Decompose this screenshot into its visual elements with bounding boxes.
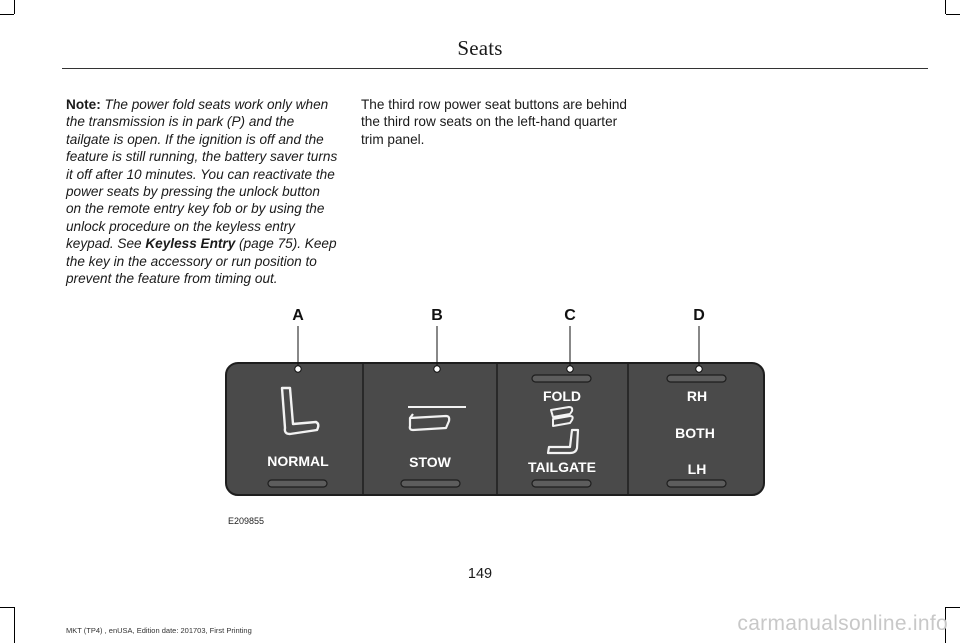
page-number: 149 <box>467 566 493 582</box>
lh-button-label[interactable]: LH <box>687 461 707 477</box>
fold-button[interactable] <box>532 375 591 382</box>
callout-b: B <box>431 307 443 324</box>
callout-d: D <box>693 307 705 324</box>
note-paragraph <box>66 96 338 287</box>
normal-button[interactable] <box>268 480 327 487</box>
tailgate-button[interactable] <box>532 480 591 487</box>
stow-button-label[interactable]: STOW <box>409 454 451 470</box>
rh-button[interactable] <box>667 375 726 382</box>
stow-button[interactable] <box>401 480 460 487</box>
crop-mark <box>946 607 960 608</box>
rh-button-label[interactable]: RH <box>686 388 708 404</box>
tailgate-button-label[interactable]: TAILGATE <box>528 459 596 475</box>
callout-dot-b <box>434 366 440 372</box>
seat-button-panel-figure <box>220 300 780 505</box>
callout-a: A <box>292 307 304 324</box>
fold-button-label[interactable]: FOLD <box>542 388 582 404</box>
callout-dot-d <box>696 366 702 372</box>
footer-edition-info: MKT (TP4) , enUSA, Edition date: 201703, First Printing <box>66 626 252 635</box>
note-text: The power fold seats work only when the transmission is in park (P) and the tailgate is open. If the ignition is off and the feature is still running, the battery saver turns it off after 10 minutes. You can reactivate the power seats by pressing the unlock button on the remote entry key fob or by using the unlock procedure on the keyless entry keypad. See <box>66 97 338 252</box>
callout-dot-c <box>567 366 573 372</box>
header-rule <box>62 68 928 69</box>
crop-mark <box>946 14 960 15</box>
crop-mark <box>14 0 15 14</box>
crop-mark <box>945 0 946 14</box>
normal-button-label[interactable]: NORMAL <box>267 453 329 469</box>
keyless-entry-link[interactable]: Keyless Entry <box>145 236 236 252</box>
lh-button[interactable] <box>667 480 726 487</box>
crop-mark <box>14 607 15 643</box>
note-text-continued: Keep the key in the accessory or run position to prevent the feature from timing out. <box>66 236 337 287</box>
page-title: Seats <box>457 36 503 60</box>
callout-c: C <box>564 307 576 324</box>
both-button-label[interactable]: BOTH <box>675 425 715 441</box>
note-label: Note: <box>66 97 101 112</box>
crop-mark <box>0 607 14 608</box>
watermark: carmanualsonline.info <box>737 612 948 635</box>
body-paragraph: The third row power seat buttons are behind the third row seats on the left-hand quarter trim panel. <box>361 97 627 147</box>
figure-id: E209855 <box>228 516 265 526</box>
link-page-reference: (page 75). <box>235 236 302 252</box>
callout-dot-a <box>295 366 301 372</box>
crop-mark <box>0 14 14 15</box>
